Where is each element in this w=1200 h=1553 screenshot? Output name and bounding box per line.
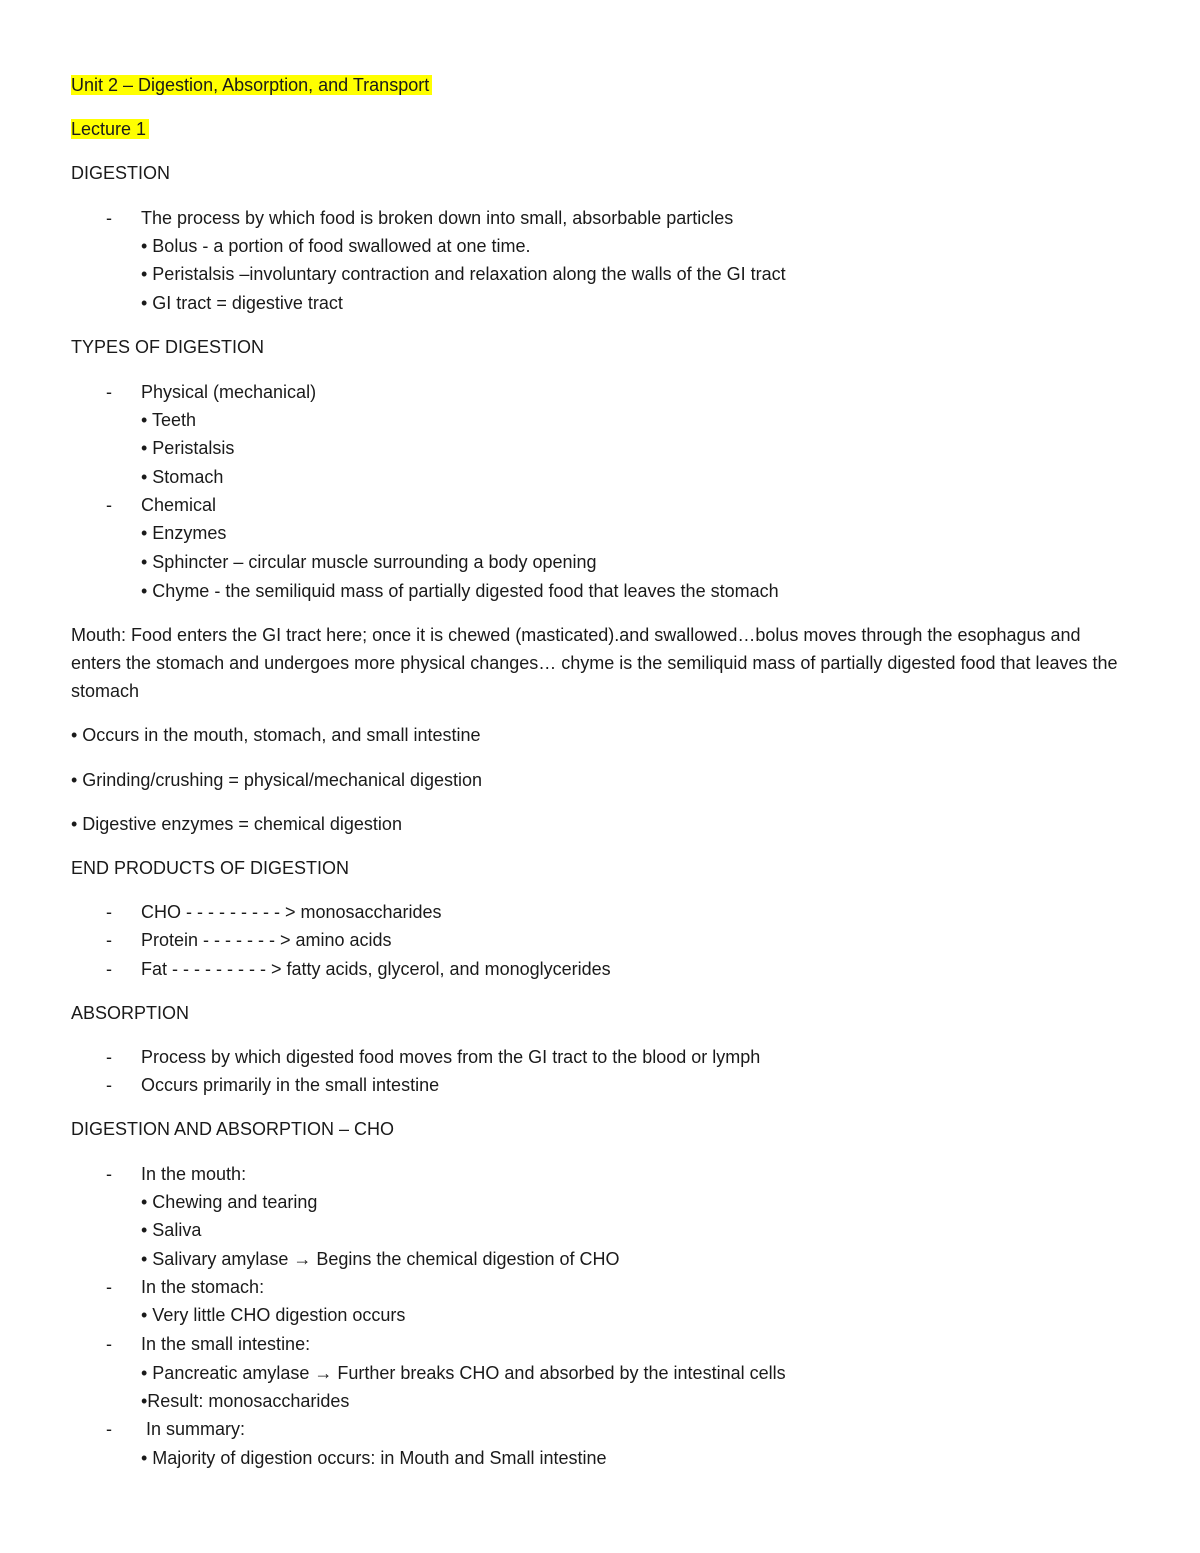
digestion-bullet: • GI tract = digestive tract <box>141 293 343 313</box>
dash-marker: - <box>106 1334 112 1354</box>
cho-mouth-bullet: • Salivary amylase → Begins the chemical digestion of CHO <box>141 1249 620 1269</box>
summary-point: • Digestive enzymes = chemical digestion <box>71 814 402 834</box>
dash-marker: - <box>106 1419 112 1439</box>
digestion-bullet: • Bolus - a portion of food swallowed at one time. <box>141 236 531 256</box>
document-title <box>71 73 432 97</box>
absorption-item: Occurs primarily in the small intestine <box>141 1075 440 1095</box>
absorption-item: Process by which digested food moves from the GI tract to the blood or lymph <box>141 1047 761 1067</box>
chemical-bullet: • Enzymes <box>141 523 227 543</box>
chemical-label: Chemical <box>141 495 217 515</box>
dash-marker: - <box>106 902 112 922</box>
end-products-heading: END PRODUCTS OF DIGESTION <box>71 858 350 878</box>
mouth-paragraph: Mouth: Food enters the GI tract here; once it is chewed (masticated).and swallowed…bolus moves through the esophagus and enters the stomach and undergoes more physical changes… chyme is the semiliquid mass of partially digested food that leaves the stomach <box>71 625 1118 701</box>
dash-marker: - <box>106 382 112 402</box>
dash-marker: - <box>106 1075 112 1095</box>
cho-mouth-bullet: • Saliva <box>141 1220 202 1240</box>
physical-bullet: • Stomach <box>141 467 224 487</box>
physical-label: Physical (mechanical) <box>141 382 317 402</box>
end-product-item: Fat - - - - - - - - - > fatty acids, glycerol, and monoglycerides <box>141 959 611 979</box>
dash-marker: - <box>106 495 112 515</box>
end-product-item: CHO - - - - - - - - - > monosaccharides <box>141 902 442 922</box>
summary-point: • Grinding/crushing = physical/mechanical digestion <box>71 770 483 790</box>
cho-small-intestine-label: In the small intestine: <box>141 1334 311 1354</box>
types-heading: TYPES OF DIGESTION <box>71 337 265 357</box>
physical-bullet: • Peristalsis <box>141 438 235 458</box>
cho-summary-label: In summary: <box>141 1419 246 1439</box>
dash-marker: - <box>106 1164 112 1184</box>
dash-marker: - <box>106 959 112 979</box>
chemical-bullet: • Sphincter – circular muscle surrounding a body opening <box>141 552 597 572</box>
cho-mouth-bullet: • Chewing and tearing <box>141 1192 318 1212</box>
cho-mouth-label: In the mouth: <box>141 1164 247 1184</box>
cho-small-intestine-bullet: • Pancreatic amylase → Further breaks CHO and absorbed by the intestinal cells <box>141 1363 786 1383</box>
lecture-label <box>71 117 149 141</box>
dash-marker: - <box>106 930 112 950</box>
lecture-highlight: Lecture 1 <box>71 119 149 139</box>
end-product-item: Protein - - - - - - - > amino acids <box>141 930 392 950</box>
digestion-bullet: • Peristalsis –involuntary contraction and relaxation along the walls of the GI tract <box>141 264 786 284</box>
physical-bullet: • Teeth <box>141 410 197 430</box>
chemical-bullet: • Chyme - the semiliquid mass of partially digested food that leaves the stomach <box>141 581 779 601</box>
cho-small-intestine-bullet: •Result: monosaccharides <box>141 1391 350 1411</box>
summary-point: • Occurs in the mouth, stomach, and small intestine <box>71 725 481 745</box>
title-highlight: Unit 2 – Digestion, Absorption, and Transport <box>71 75 432 95</box>
cho-summary-bullet: • Majority of digestion occurs: in Mouth and Small intestine <box>141 1448 607 1468</box>
dash-marker: - <box>106 208 112 228</box>
cho-stomach-bullet: • Very little CHO digestion occurs <box>141 1305 406 1325</box>
digestion-heading: DIGESTION <box>71 163 171 183</box>
dash-marker: - <box>106 1047 112 1067</box>
cho-stomach-label: In the stomach: <box>141 1277 265 1297</box>
digestion-definition: The process by which food is broken down into small, absorbable particles <box>141 208 734 228</box>
cho-heading: DIGESTION AND ABSORPTION – CHO <box>71 1119 395 1139</box>
dash-marker: - <box>106 1277 112 1297</box>
absorption-heading: ABSORPTION <box>71 1003 190 1023</box>
